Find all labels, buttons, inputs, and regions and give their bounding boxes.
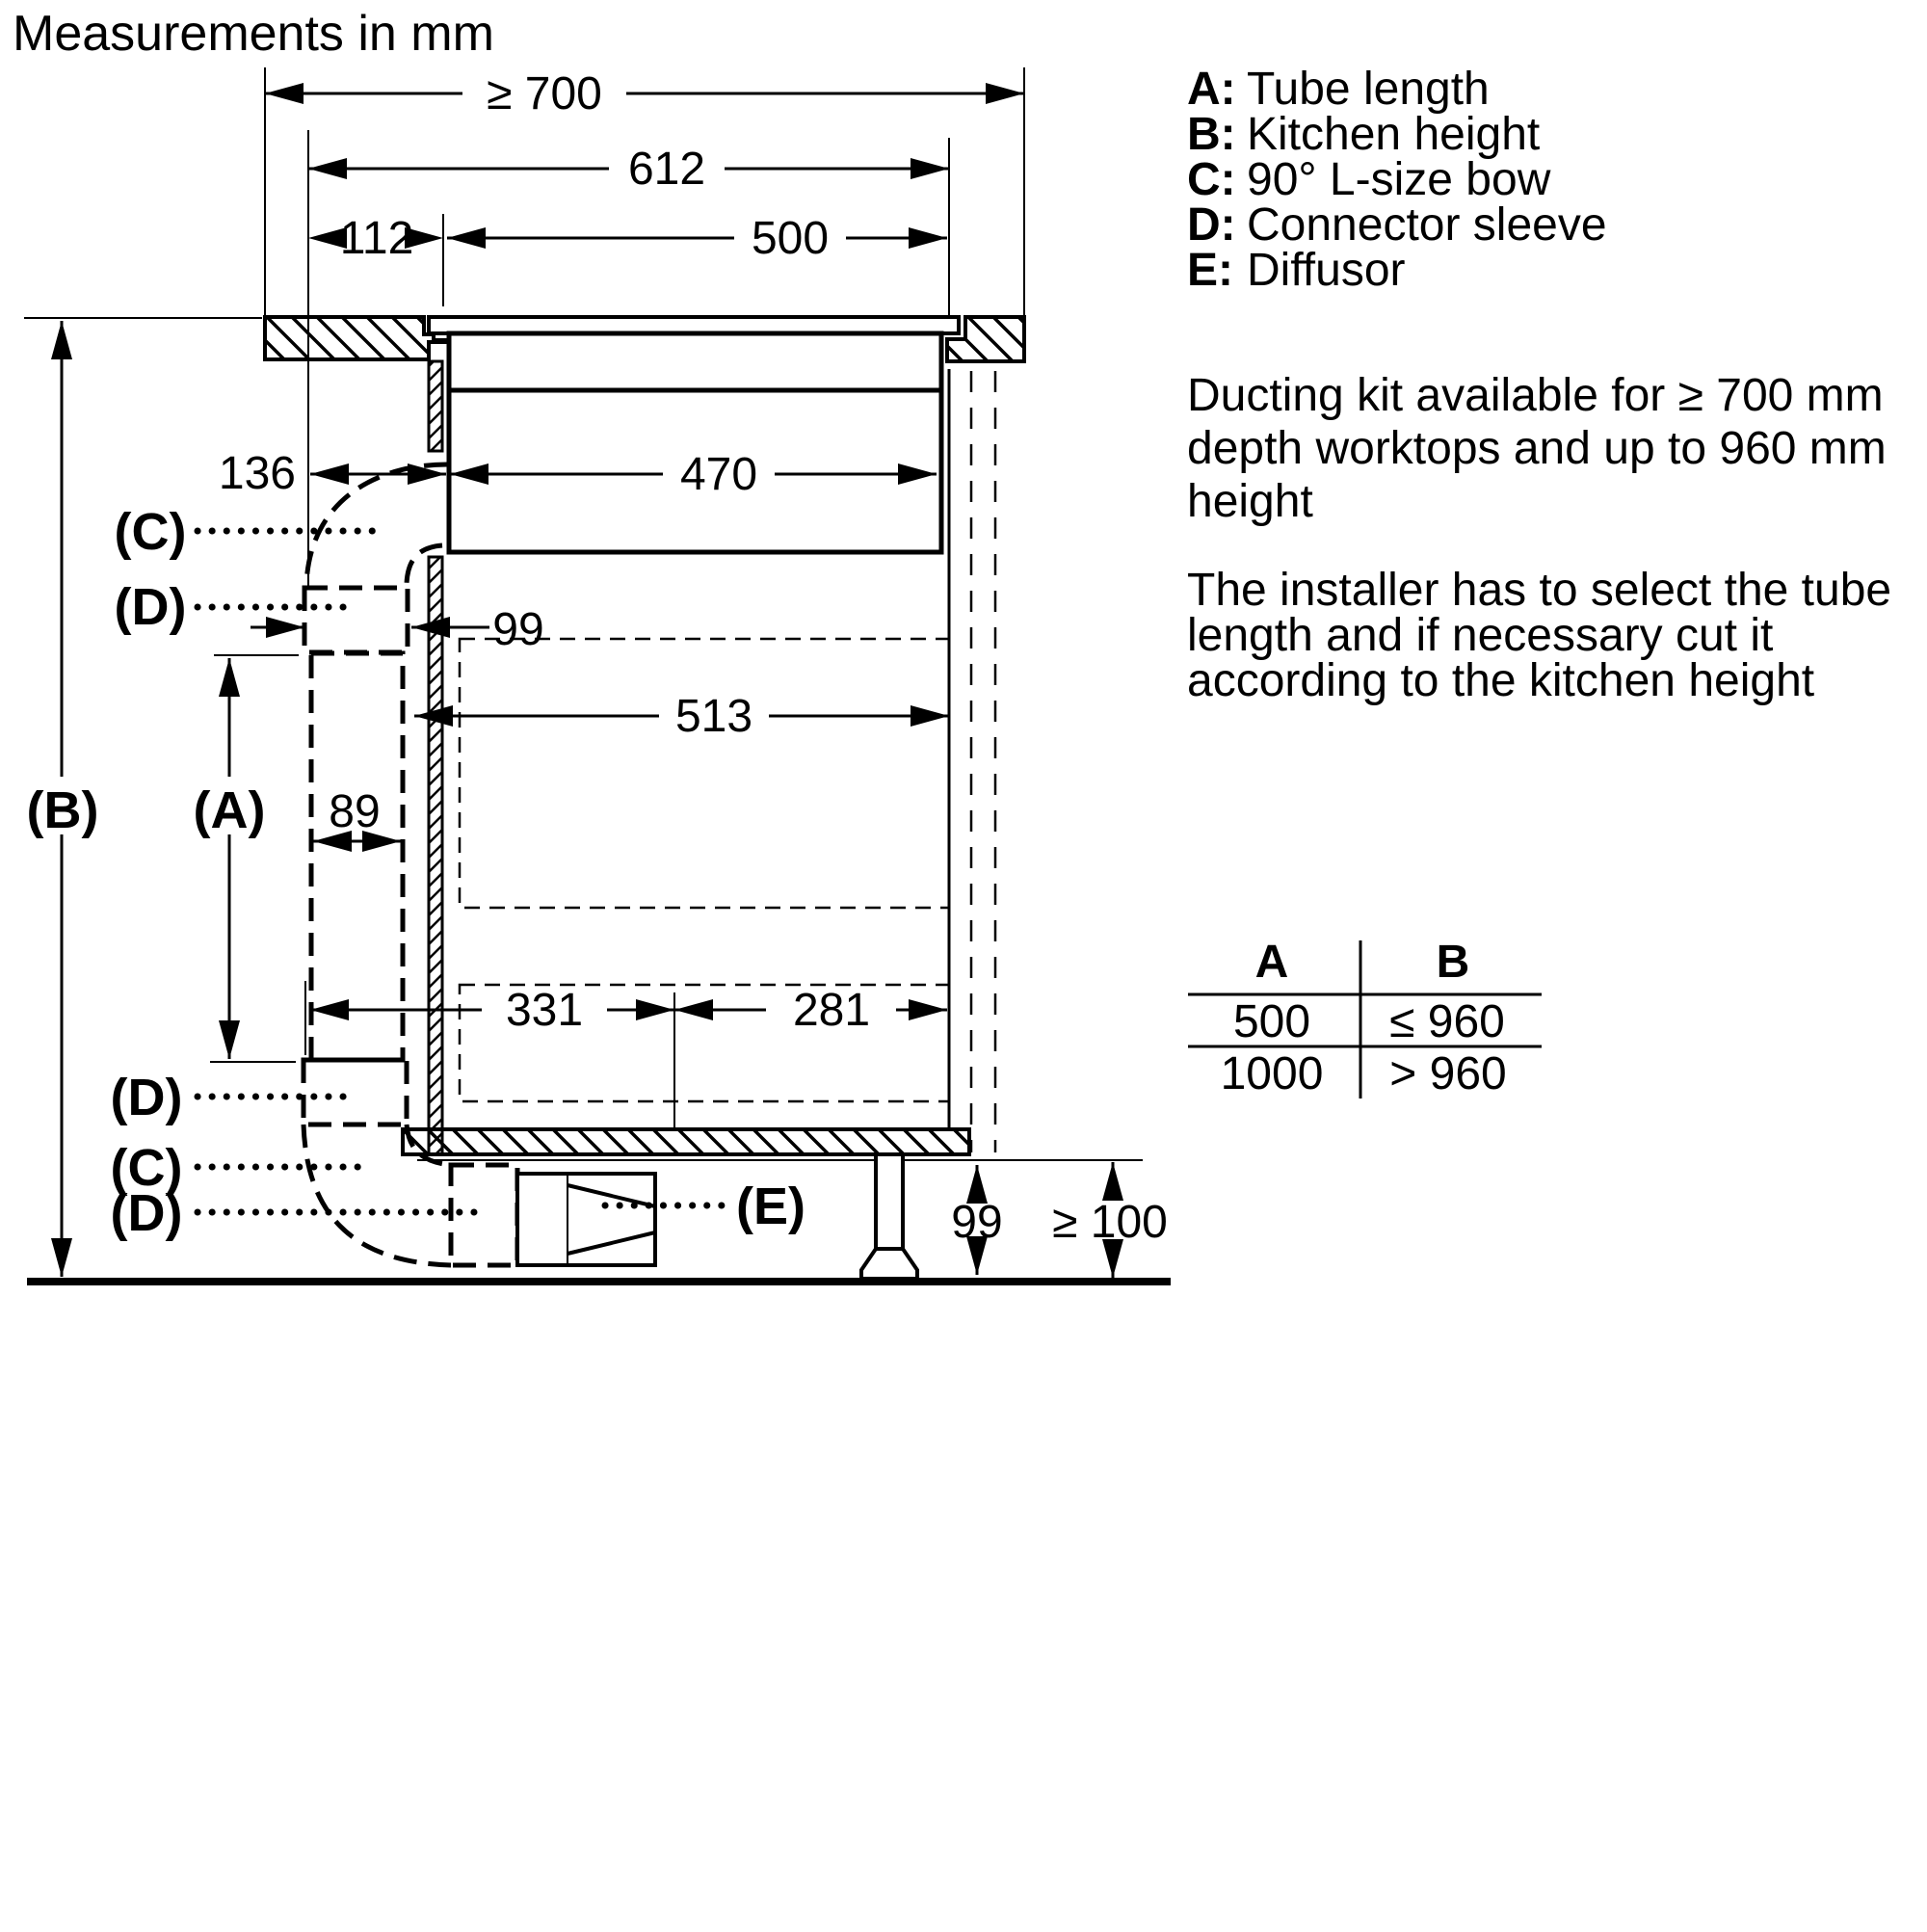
legend-text-e: Diffusor [1247, 245, 1406, 296]
callout-C-lower: (C) [110, 1139, 183, 1197]
diffusor [517, 1174, 655, 1265]
dim-cutout-width: 500 [751, 213, 830, 264]
dim-interior-depth: 513 [674, 691, 753, 742]
legend-text-a: Tube length [1247, 64, 1490, 115]
dim-rear-offset: 112 [339, 213, 414, 264]
legend [1187, 64, 1607, 296]
note-line: according to the kitchen height [1187, 655, 1815, 706]
connector-sleeve-upper [304, 588, 408, 652]
legend-text-c: 90° L-size bow [1247, 154, 1551, 205]
table-cell: 500 [1232, 996, 1311, 1047]
worktop-left [265, 317, 445, 359]
note-line: The installer has to select the tube [1187, 565, 1892, 616]
bow-upper-outer [306, 464, 447, 584]
callout-D-mid: (D) [110, 1069, 183, 1126]
table-cell: ≤ 960 [1389, 996, 1505, 1047]
note-line: Ducting kit available for ≥ 700 mm [1187, 370, 1884, 421]
table-cell: > 960 [1389, 1048, 1507, 1099]
note-line: length and if necessary cut it [1187, 610, 1774, 661]
callout-D-upper: (D) [114, 578, 187, 636]
table-header-a: A [1254, 937, 1289, 988]
callout-C-upper: (C) [114, 503, 187, 561]
legend-key-c: C: [1187, 154, 1236, 205]
dim-bottom-left: 331 [505, 985, 584, 1036]
dimension-lines [62, 93, 1113, 1278]
dim-plinth-height: ≥ 100 [1052, 1197, 1168, 1248]
callout-D-lower: (D) [110, 1184, 183, 1242]
callout-A: (A) [193, 781, 266, 839]
legend-text-b: Kitchen height [1247, 109, 1541, 160]
dim-tube-depth: 89 [329, 786, 381, 837]
cabinet-leg [876, 1154, 903, 1249]
dim-worktop-depth: ≥ 700 [487, 68, 602, 119]
callout-B: (B) [26, 781, 99, 839]
cabinet-foot [861, 1249, 917, 1279]
note-line: height [1187, 476, 1313, 527]
legend-key-d: D: [1187, 199, 1236, 251]
dim-hob-total-width: 612 [627, 144, 706, 195]
dimension-labels [219, 68, 1168, 1248]
worktop-and-hob [265, 317, 1024, 552]
dim-bottom-right: 281 [792, 985, 871, 1036]
dim-duct-depth: 99 [492, 604, 544, 655]
tube-length-table [1188, 937, 1542, 1099]
diffusor-body [517, 1174, 655, 1265]
table-header-b: B [1436, 937, 1470, 988]
legend-text-d: Connector sleeve [1247, 199, 1607, 251]
table-cell: 1000 [1220, 1048, 1324, 1099]
back-panel-upper [429, 361, 442, 451]
legend-key-e: E: [1187, 245, 1233, 296]
cabinet-bottom-shelf [403, 1129, 969, 1154]
dim-plinth-duct-height: 99 [951, 1197, 1003, 1248]
back-panel-lower [429, 557, 442, 1154]
hob-top-plate [429, 317, 959, 333]
cabinet-interior-upper [460, 639, 949, 908]
note-ducting-kit [1187, 370, 1887, 527]
hob-body [449, 333, 941, 552]
note-installer [1187, 565, 1891, 706]
page-title: Measurements in mm [13, 6, 494, 62]
callout-E: (E) [736, 1178, 805, 1235]
note-line: depth worktops and up to 960 mm [1187, 423, 1887, 474]
legend-key-b: B: [1187, 109, 1236, 160]
dim-hob-body-width: 470 [679, 449, 758, 500]
dim-rear-clearance: 136 [218, 448, 296, 499]
legend-key-a: A: [1187, 64, 1236, 115]
tube [311, 653, 403, 1060]
connector-sleeve-mid [304, 1060, 407, 1125]
